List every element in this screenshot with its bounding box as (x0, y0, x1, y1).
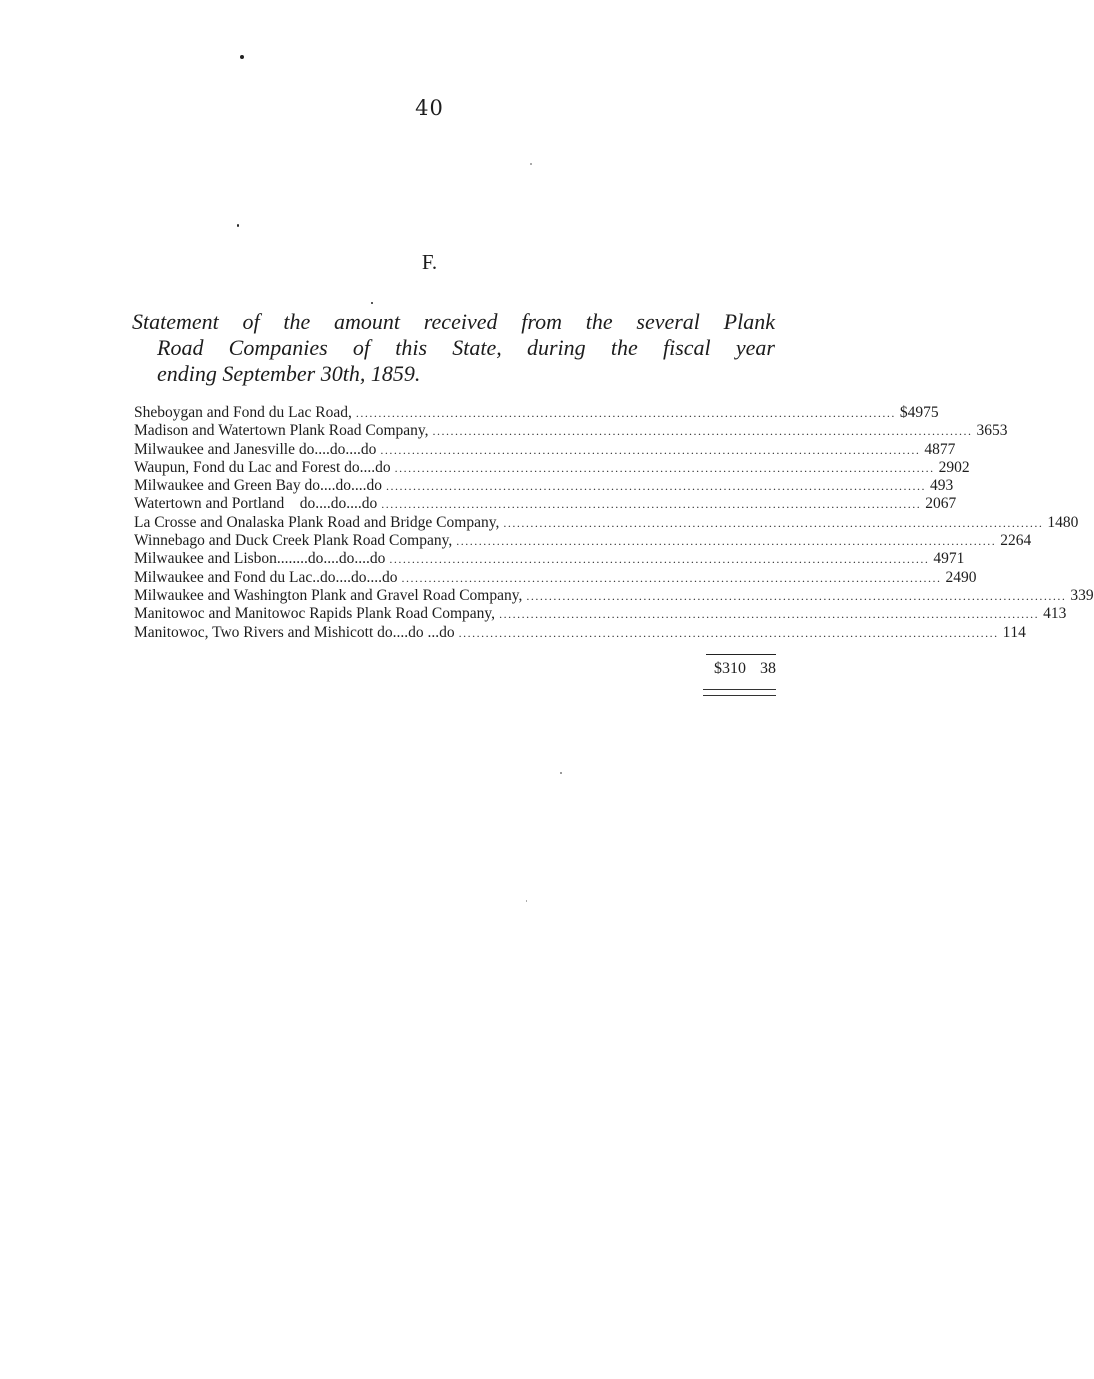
amount-dollars: 1 (1002, 623, 1011, 641)
amount-dollars: 14 (1047, 513, 1063, 531)
total-double-rule (703, 689, 776, 696)
table-row (134, 458, 970, 477)
company-name: Sheboygan and Fond du Lac Road, (134, 404, 352, 421)
amount-cents: 64 (1015, 532, 1032, 550)
leader-dots: ........................................................................................................................ (394, 460, 935, 475)
company-name: Milwaukee and Janesville do....do....do (134, 440, 377, 458)
table-row (134, 440, 956, 459)
amount-dollars: 29 (938, 458, 955, 476)
table-row (134, 605, 1067, 623)
amount-cents: 80 (1062, 513, 1079, 531)
table-row (134, 568, 977, 587)
leader-dots: ........................................................................................................................ (432, 424, 973, 439)
leader-dots: ........................................................................................................................ (503, 515, 1044, 530)
table-row (134, 495, 957, 513)
amount-cents: 77 (939, 440, 956, 458)
ink-speck (560, 772, 562, 774)
amount-cents: 14 (1010, 623, 1026, 641)
leader-dots: ........................................................................................................................ (456, 534, 997, 549)
leader-dots: ........................................................................................................................ (389, 552, 930, 567)
company-name: Milwaukee and Washington Plank and Gravel Road Company, (134, 586, 523, 604)
amount-cents: 75 (923, 404, 939, 421)
table-row (134, 586, 1094, 605)
amount-cents: 90 (960, 568, 977, 586)
amount-cents: 53 (992, 422, 1008, 440)
heading-line: ending September 30th, 1859. (157, 361, 421, 386)
table-row (134, 404, 939, 422)
leader-dots: ........................................................................................................................ (526, 588, 1067, 603)
heading-line: Statement of the amount received from the several Plank (132, 309, 775, 334)
amount-dollars: 3 (1070, 586, 1079, 604)
company-name: Madison and Watertown Plank Road Company, (134, 422, 429, 440)
ink-speck (526, 900, 527, 902)
table-row (134, 422, 1008, 440)
statement-heading (132, 309, 775, 387)
company-name: Manitowoc, Two Rivers and Mishicott do....do ...do (134, 623, 455, 641)
leader-dots: ........................................................................................................................ (385, 479, 926, 494)
section-letter: F. (421, 250, 438, 274)
page-number: 40 (415, 96, 444, 120)
table-row (134, 513, 1079, 532)
leader-dots: ........................................................................................................................ (381, 497, 922, 512)
company-name: Winnebago and Duck Creek Plank Road Company, (134, 532, 453, 550)
amount-dollars: 22 (1000, 532, 1016, 550)
leader-dots: ........................................................................................................................ (401, 570, 942, 585)
leader-dots: ........................................................................................................................ (458, 625, 999, 640)
amount-cents: 71 (948, 550, 965, 568)
amount-cents: 39 (1078, 586, 1094, 604)
company-name: Milwaukee and Lisbon........do....do....do (134, 550, 386, 568)
total-dollars: $310 (714, 660, 746, 677)
amount-dollars: 24 (945, 568, 961, 586)
table-row (134, 477, 954, 495)
amount-dollars: 4 (1043, 605, 1051, 623)
amount-dollars: 48 (924, 440, 940, 458)
ink-speck (371, 302, 373, 304)
amount-cents: 02 (954, 458, 970, 476)
table-row (134, 550, 965, 568)
heading-line: Road Companies of this State, during the fiscal year (157, 335, 775, 360)
amount-cents: 93 (937, 477, 954, 495)
total-amount (640, 660, 776, 678)
receipts-table (134, 404, 1094, 642)
table-row (134, 623, 1026, 642)
amount-dollars: 49 (933, 550, 949, 568)
total-cents: 38 (760, 660, 776, 677)
company-name: Milwaukee and Green Bay do....do....do (134, 477, 382, 495)
total-rule (706, 654, 776, 655)
company-name: Milwaukee and Fond du Lac..do....do....do (134, 568, 398, 586)
leader-dots: ........................................................................................................................ (499, 607, 1040, 622)
amount-dollars: 20 (925, 495, 941, 513)
ink-speck (530, 163, 532, 165)
amount-cents: 67 (940, 495, 957, 513)
amount-cents: 13 (1050, 605, 1067, 623)
leader-dots: ........................................................................................................................ (355, 406, 896, 420)
company-name: Manitowoc and Manitowoc Rapids Plank Road Company, (134, 605, 496, 623)
company-name: La Crosse and Onalaska Plank Road and Bridge Company, (134, 513, 500, 531)
table-row (134, 532, 1032, 550)
amount-dollars: 36 (976, 422, 993, 440)
company-name: Waupun, Fond du Lac and Forest do....do (134, 458, 391, 476)
amount-dollars: $49 (899, 404, 924, 421)
company-name: Watertown and Portland do....do....do (134, 495, 378, 513)
ink-speck (240, 55, 244, 59)
amount-dollars: 4 (929, 477, 938, 495)
ink-speck (237, 224, 239, 227)
leader-dots: ........................................................................................................................ (380, 442, 921, 457)
